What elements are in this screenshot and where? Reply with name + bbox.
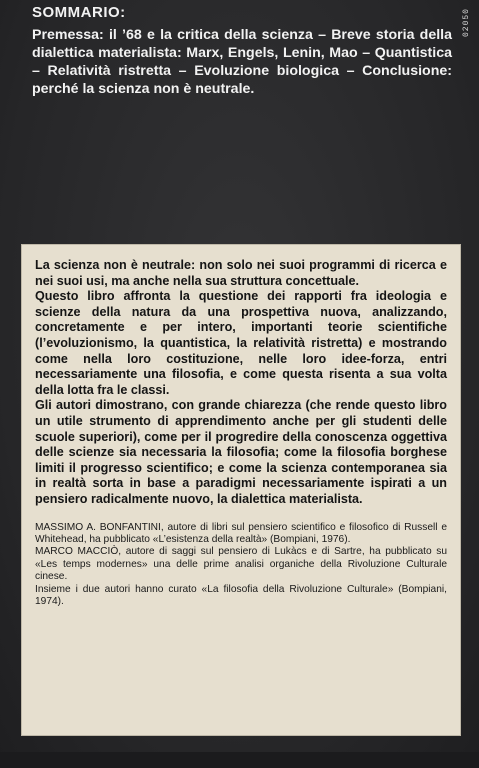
joint-work-note: Insieme i due autori hanno curato «La filosofia della Rivoluzione Culturale» (Bompiani, 1974). bbox=[35, 583, 447, 607]
blurb-text bbox=[35, 258, 447, 508]
summary-section bbox=[32, 4, 452, 98]
summary-text: Premessa: il ’68 e la critica della scienza – Breve storia della dialettica materialista: Marx, Engels, Lenin, Mao – Quantistica – Relatività ristretta – Evoluzione biologica – Conclusione: perché la scienza non è neutrale. bbox=[32, 27, 452, 97]
author-bio-maccio: MARCO MACCIÒ, autore di saggi sul pensiero di Lukàcs e di Sartre, ha pubblicato su «Les temps modernes» una delle prime analisi organiche della Rivoluzione Culturale cinese. bbox=[35, 546, 447, 583]
blurb-paragraph: Questo libro affronta la questione dei rapporti fra ideologia e scienze della natura da una prospettiva nuova, analizzando, concretamente e per intero, importanti teorie scientifiche (l’evoluzionismo, la quantistica, la relatività ristretta) e mostrando come nella loro costituzione, nelle loro idee-forza, entri necessariamente una filosofia, e come questa risenta a sua volta della lotta fra le classi. bbox=[35, 289, 447, 397]
bottom-edge bbox=[0, 752, 479, 768]
summary-title: SOMMARIO: bbox=[32, 4, 126, 21]
blurb-paragraph: La scienza non è neutrale: non solo nei suoi programmi di ricerca e nei suoi usi, ma anche nella sua struttura concettuale. bbox=[35, 258, 447, 288]
blurb-card bbox=[21, 244, 461, 736]
author-bios bbox=[35, 522, 447, 609]
blurb-content bbox=[35, 258, 447, 608]
blurb-paragraph: Gli autori dimostrano, con grande chiarezza (che rende questo libro un utile strumento di apprendimento anche per gli studenti delle scuole superiori), come per il progredire della conoscenza oggettiva delle scienze sia necessaria la filosofia; come la filosofia borghese limiti il progresso scientifico; e come la scienza contemporanea sia in realtà sorta in base a paradigmi necessariamente ispirati a un pensiero radicalmente nuovo, la dialettica materialista. bbox=[35, 398, 447, 506]
catalog-code: 02050 bbox=[462, 8, 471, 38]
author-bio-bonfantini: MASSIMO A. BONFANTINI, autore di libri sul pensiero scientifico e filosofico di Russell e Whitehead, ha pubblicato «L’esistenza della realtà» (Bompiani, 1976). bbox=[35, 521, 447, 545]
